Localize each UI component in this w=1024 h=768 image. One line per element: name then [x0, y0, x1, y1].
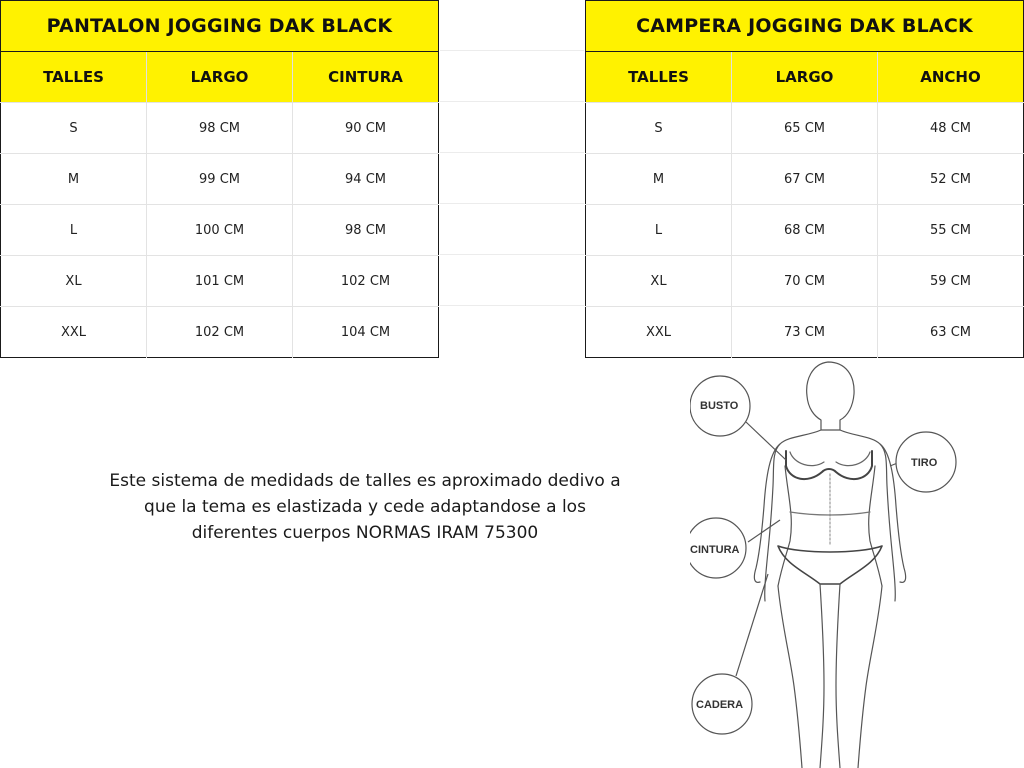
pants-header-row — [1, 52, 439, 103]
gap-grid-line — [440, 203, 584, 254]
figure-bra — [786, 451, 872, 479]
jacket-header-talles: TALLES — [586, 52, 732, 103]
cintura-cell: 94 CM — [293, 154, 439, 205]
largo-cell: 67 CM — [732, 154, 878, 205]
ancho-cell: 59 CM — [878, 256, 1024, 307]
sizing-note — [70, 468, 660, 546]
cintura-cell: 98 CM — [293, 205, 439, 256]
pants-title-row — [1, 1, 439, 52]
largo-cell: 101 CM — [147, 256, 293, 307]
cintura-cell: 102 CM — [293, 256, 439, 307]
size-cell: M — [586, 154, 732, 205]
tiro-label: TIRO — [911, 457, 938, 469]
pants-size-table — [0, 0, 439, 358]
largo-cell: 102 CM — [147, 307, 293, 358]
largo-cell: 70 CM — [732, 256, 878, 307]
table-row — [586, 205, 1024, 256]
gap-grid-line — [440, 152, 584, 203]
largo-cell: 100 CM — [147, 205, 293, 256]
pants-header-talles: TALLES — [1, 52, 147, 103]
table-row — [586, 307, 1024, 358]
size-cell: L — [586, 205, 732, 256]
table-row — [1, 205, 439, 256]
pants-header-largo: LARGO — [147, 52, 293, 103]
largo-cell: 73 CM — [732, 307, 878, 358]
figure-left-leg — [778, 586, 802, 768]
largo-cell: 65 CM — [732, 103, 878, 154]
size-cell: XL — [586, 256, 732, 307]
largo-cell: 99 CM — [147, 154, 293, 205]
pants-table-title: PANTALON JOGGING DAK BLACK — [1, 1, 439, 52]
gap-grid-line — [440, 101, 584, 152]
note-line: Este sistema de medidads de talles es aproximado dedivo a — [109, 471, 621, 491]
jacket-size-table — [585, 0, 1024, 358]
figure-right-leg — [858, 586, 882, 768]
table-row — [586, 256, 1024, 307]
gap-grid-line — [440, 305, 584, 356]
ancho-cell: 48 CM — [878, 103, 1024, 154]
cintura-cell: 104 CM — [293, 307, 439, 358]
jacket-header-largo: LARGO — [732, 52, 878, 103]
cadera-label: CADERA — [696, 699, 744, 711]
cintura-cell: 90 CM — [293, 103, 439, 154]
jacket-header-ancho: ANCHO — [878, 52, 1024, 103]
table-row — [1, 307, 439, 358]
ancho-cell: 55 CM — [878, 205, 1024, 256]
cintura-label: CINTURA — [690, 544, 740, 556]
size-cell: M — [1, 154, 147, 205]
figure-head — [807, 362, 854, 430]
table-row — [1, 154, 439, 205]
body-measurement-figure — [690, 356, 1024, 768]
size-cell: S — [586, 103, 732, 154]
table-row — [586, 154, 1024, 205]
ancho-cell: 63 CM — [878, 307, 1024, 358]
gap-grid-line — [440, 254, 584, 305]
size-cell: XXL — [586, 307, 732, 358]
jacket-table-title: CAMPERA JOGGING DAK BLACK — [586, 1, 1024, 52]
jacket-header-row — [586, 52, 1024, 103]
table-row — [1, 256, 439, 307]
size-cell: XL — [1, 256, 147, 307]
gap-grid-line — [440, 50, 584, 101]
size-cell: L — [1, 205, 147, 256]
table-row — [1, 103, 439, 154]
figure-briefs — [778, 546, 882, 584]
size-cell: XXL — [1, 307, 147, 358]
jacket-title-row — [586, 1, 1024, 52]
largo-cell: 68 CM — [732, 205, 878, 256]
largo-cell: 98 CM — [147, 103, 293, 154]
ancho-cell: 52 CM — [878, 154, 1024, 205]
pants-header-cintura: CINTURA — [293, 52, 439, 103]
busto-label: BUSTO — [700, 400, 739, 412]
size-cell: S — [1, 103, 147, 154]
note-line: diferentes cuerpos NORMAS IRAM 75300 — [191, 523, 539, 543]
note-line: que la tema es elastizada y cede adaptandose a los — [144, 497, 586, 517]
table-row — [586, 103, 1024, 154]
